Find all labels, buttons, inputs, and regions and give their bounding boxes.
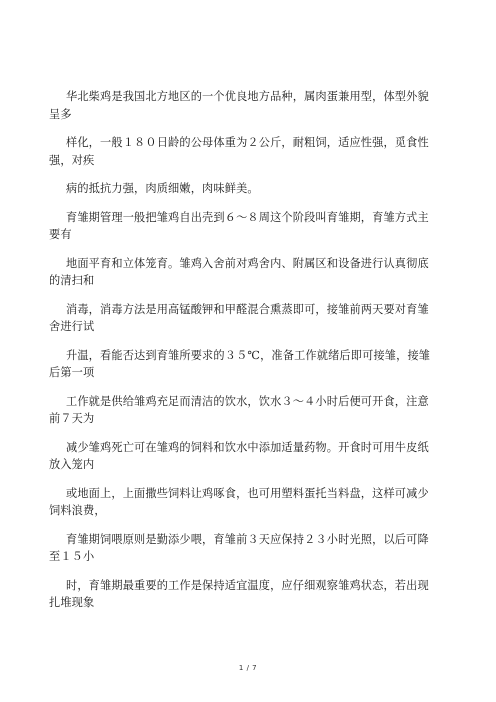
paragraph-line-12 bbox=[49, 577, 436, 612]
line-text: 育雏期管理一般把雏鸡自出壳到６～８周这个阶段叫育雏期，育雏方式主 bbox=[66, 210, 429, 224]
paragraph-line-5 bbox=[49, 255, 436, 290]
line-wrap-text: 的清扫和 bbox=[49, 274, 95, 287]
paragraph-line-3 bbox=[66, 180, 436, 198]
document-body bbox=[49, 88, 436, 623]
line-text: 华北柴鸡是我国北方地区的一个优良地方品种，属肉蛋兼用型，体型外貌 bbox=[66, 90, 429, 103]
line-text: 或地面上，上面撒些饲料让鸡啄食，也可用塑料蛋托当料盘，这样可减少 bbox=[66, 486, 429, 500]
line-wrap-text: 后第一项 bbox=[49, 366, 95, 379]
page-number: 1 / 7 bbox=[238, 664, 258, 672]
line-wrap-text: 扎堆现象 bbox=[49, 596, 95, 609]
paragraph-line-6 bbox=[49, 301, 436, 336]
line-wrap-text: 前７天为 bbox=[49, 412, 95, 425]
line-wrap-text: 要有 bbox=[49, 228, 72, 241]
paragraph-line-10 bbox=[49, 485, 436, 520]
line-wrap-text: 呈多 bbox=[49, 107, 72, 121]
paragraph-line-2 bbox=[49, 134, 436, 169]
paragraph-line-11 bbox=[49, 531, 436, 566]
line-text: 育雏期饲喂原则是勤添少喂，育雏前３天应保持２３小时光照，以后可降 bbox=[66, 532, 429, 546]
paragraph-line-4 bbox=[49, 209, 436, 244]
paragraph-line-7 bbox=[49, 347, 436, 382]
line-text: 样化，一般１８０日龄的公母体重为２公斤，耐粗饲，适应性强，觅食性 bbox=[66, 136, 429, 149]
line-text: 升温，看能否达到育雏所要求的３５℃，准备工作就绪后即可接雏，接雏 bbox=[66, 348, 431, 362]
line-text: 减少雏鸡死亡可在雏鸡的饲料和饮水中添加适量药物。开食时可用牛皮纸 bbox=[66, 440, 429, 454]
paragraph-line-9 bbox=[49, 439, 436, 474]
paragraph-line-8 bbox=[49, 393, 436, 428]
line-wrap-text: 舍进行试 bbox=[49, 320, 95, 333]
line-wrap-text: 至１５小 bbox=[49, 550, 95, 563]
line-text: 病的抵抗力强，肉质细嫩，肉味鲜美。 bbox=[66, 182, 259, 195]
line-text: 时，育雏期最重要的工作是保持适宜温度，应仔细观察雏鸡状态，若出现 bbox=[66, 578, 429, 592]
line-text: 工作就是供给雏鸡充足而清洁的饮水，饮水３～４小时后便可开食，注意 bbox=[66, 394, 429, 408]
line-text: 消毒，消毒方法是用高锰酸钾和甲醛混合熏蒸即可，接雏前两天要对育雏 bbox=[66, 302, 429, 316]
line-text: 地面平育和立体笼育。雏鸡入舍前对鸡舍内、附属区和设备进行认真彻底 bbox=[66, 256, 429, 270]
line-wrap-text: 放入笼内 bbox=[49, 458, 95, 471]
paragraph-line-1 bbox=[49, 88, 436, 123]
line-wrap-text: 强，对疾 bbox=[49, 153, 95, 167]
line-wrap-text: 饲料浪费， bbox=[49, 504, 106, 517]
